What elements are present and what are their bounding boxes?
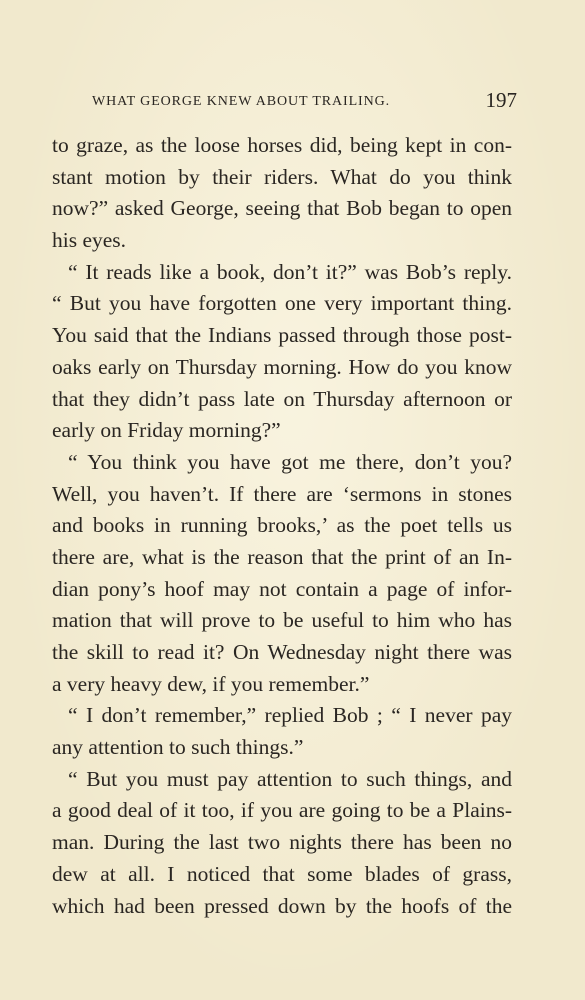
text-line: “ It reads like a book, don’t it?” was Bob’s reply. <box>68 259 512 284</box>
text-line: now?” asked George, seeing that Bob began to open <box>52 196 512 221</box>
text-line: there are, what is the reason that the print of an In- <box>52 544 512 569</box>
text-line: which had been pressed down by the hoofs of the <box>52 893 512 918</box>
text-line: and books in running brooks,’ as the poet tells us <box>52 513 512 538</box>
text-line: to graze, as the loose horses did, being kept in con- <box>52 133 512 157</box>
running-head: WHAT GEORGE KNEW ABOUT TRAILING. <box>92 94 391 109</box>
page-header <box>92 88 517 118</box>
text-line: early on Friday morning?” <box>52 418 281 443</box>
text-line: “ But you have forgotten one very important thing. <box>52 291 512 316</box>
text-line: a very heavy dew, if you remember.” <box>52 671 370 696</box>
text-line: that they didn’t pass late on Thursday afternoon or <box>52 386 512 411</box>
body-text <box>52 130 512 922</box>
text-line: Well, you haven’t. If there are ‘sermons in stones <box>52 481 512 506</box>
text-line: the skill to read it? On Wednesday night there was <box>52 640 512 664</box>
text-line: his eyes. <box>52 228 127 253</box>
text-line: You said that the Indians passed through those post- <box>52 323 512 348</box>
text-line: oaks early on Thursday morning. How do you know <box>52 354 512 379</box>
text-line: stant motion by their riders. What do you think <box>52 164 512 189</box>
text-line: dian pony’s hoof may not contain a page of infor- <box>52 576 512 601</box>
text-line: “ You think you have got me there, don’t you? <box>68 449 512 474</box>
text-line: mation that will prove to be useful to him who has <box>52 608 512 633</box>
text-line: man. During the last two nights there has been no <box>52 830 512 855</box>
text-line: “ But you must pay attention to such things, and <box>68 766 512 791</box>
text-line: any attention to such things.” <box>52 735 304 760</box>
page-number: 197 <box>485 88 517 112</box>
text-line: a good deal of it too, if you are going to be a Plains- <box>52 798 512 823</box>
text-line: dew at all. I noticed that some blades of grass, <box>52 861 512 886</box>
text-line: “ I don’t remember,” replied Bob ; “ I never pay <box>68 703 512 728</box>
